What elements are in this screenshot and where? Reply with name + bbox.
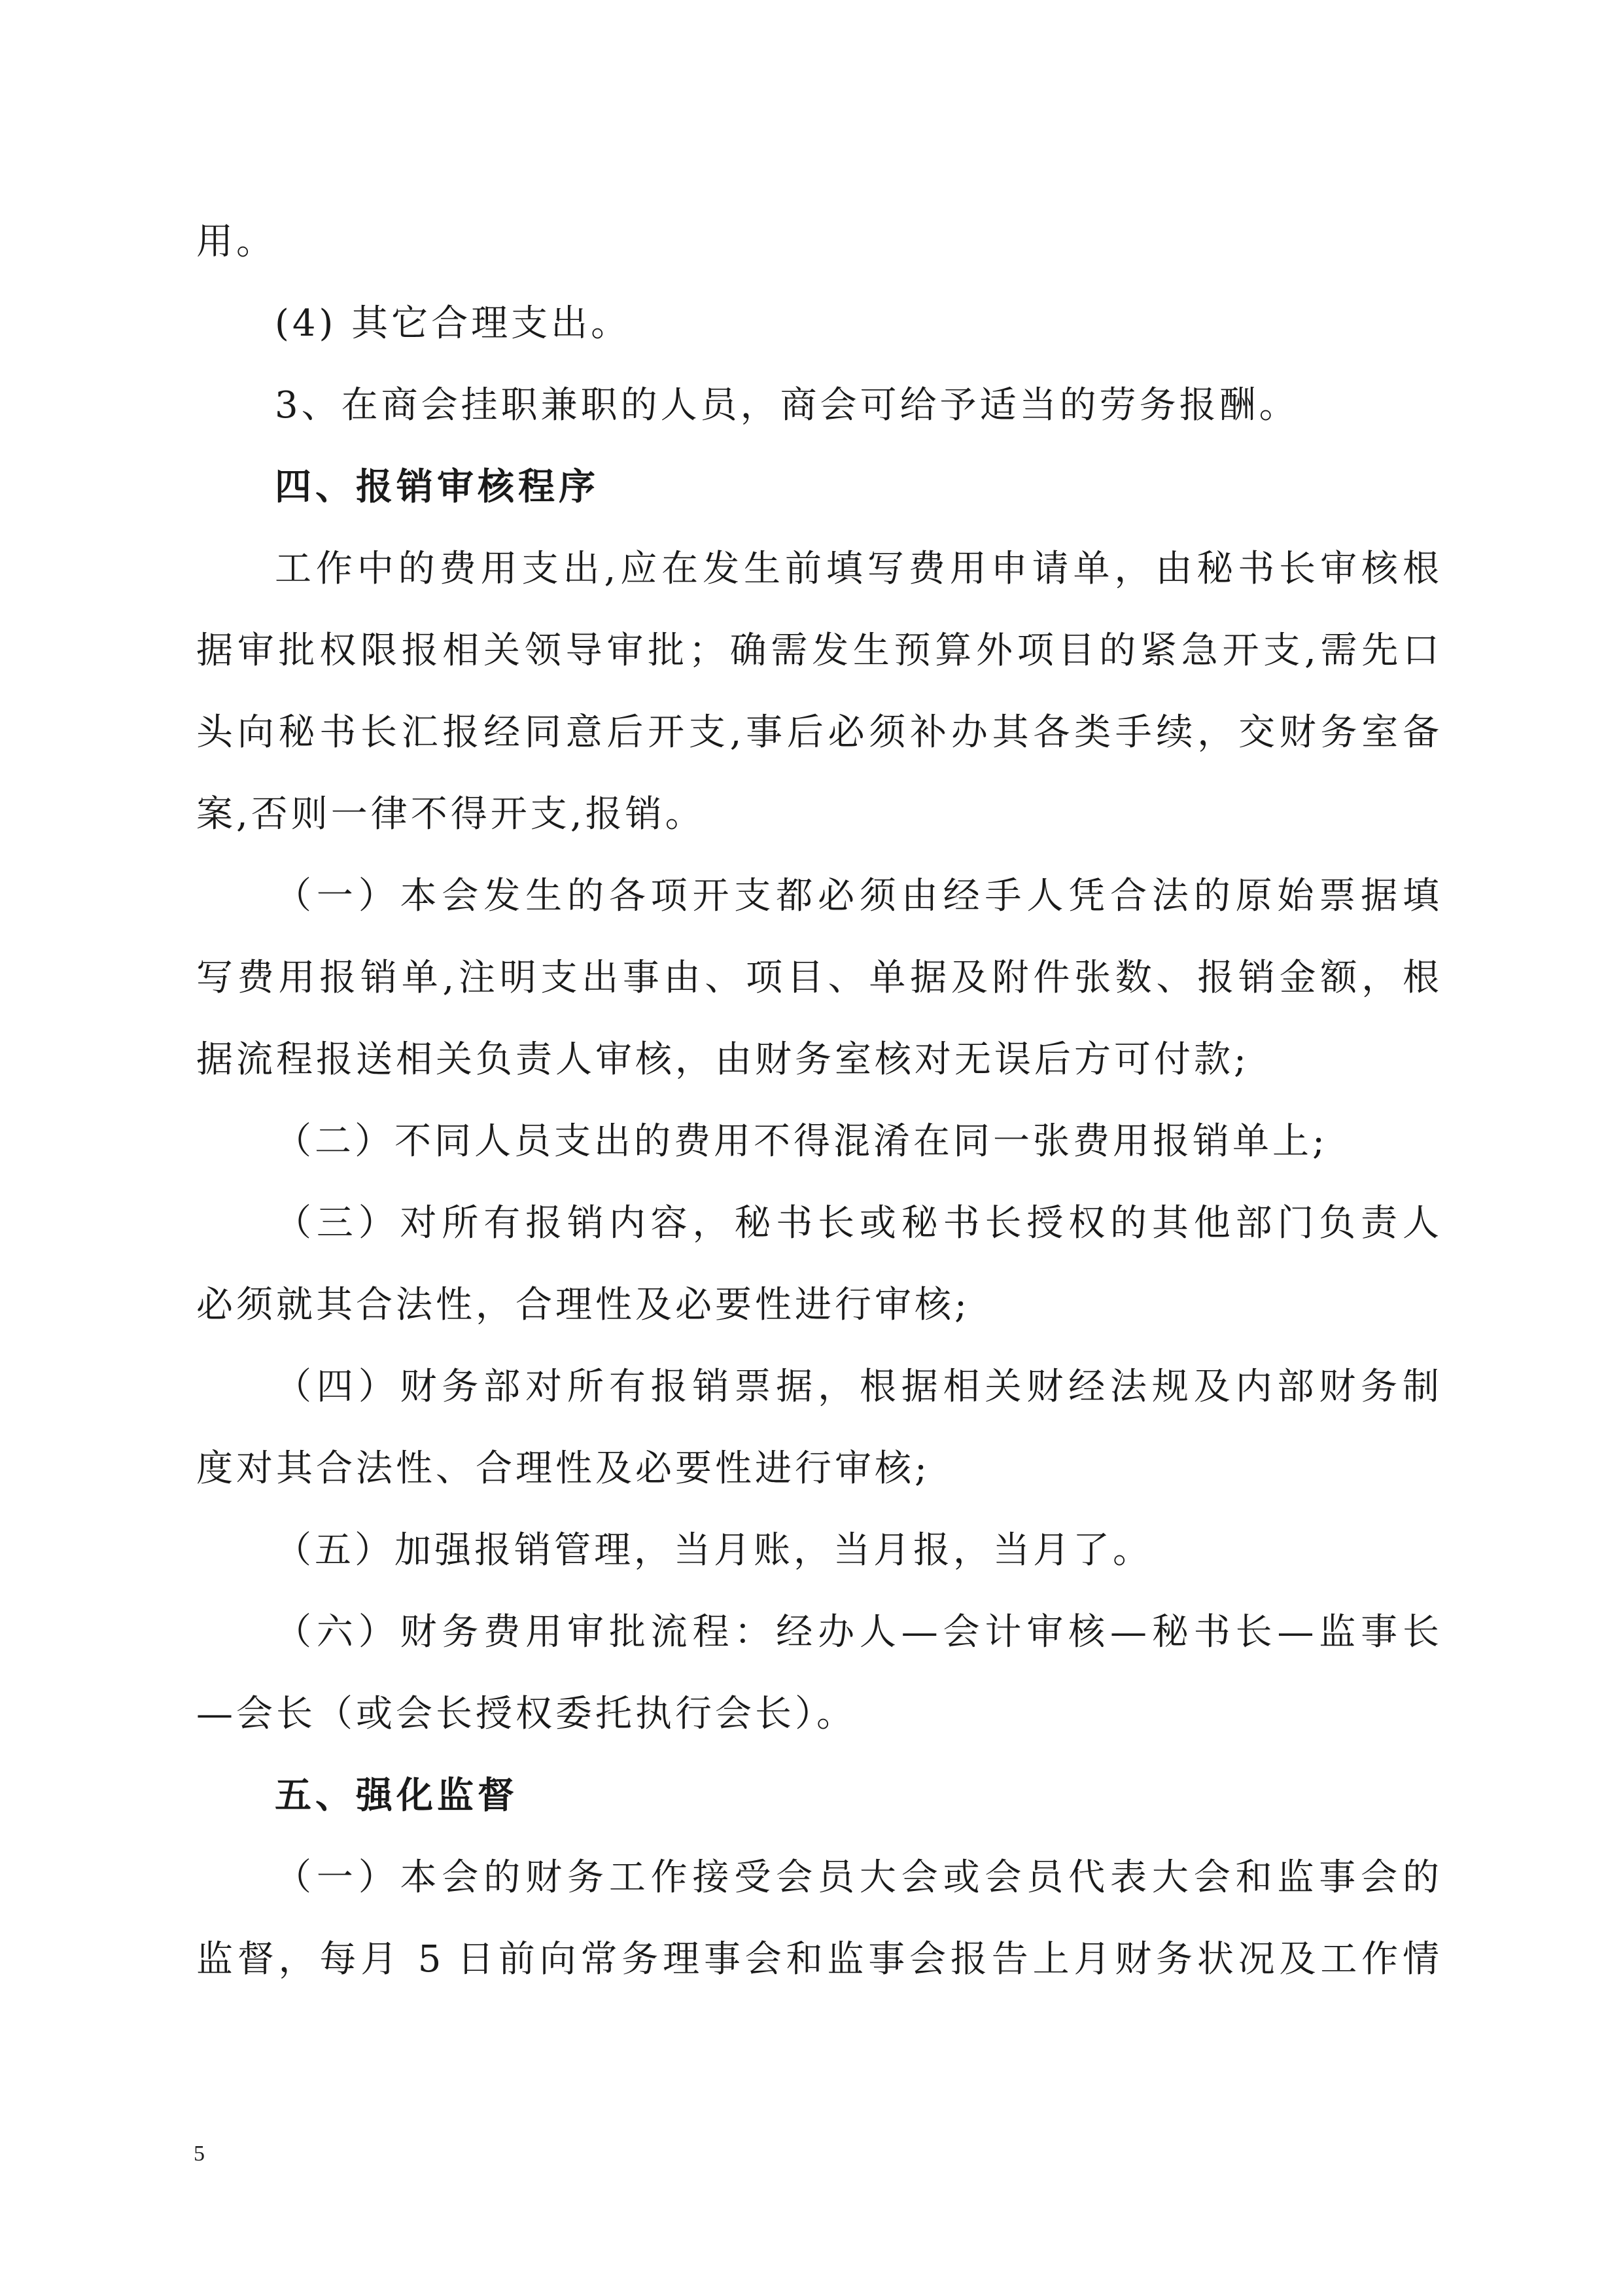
text-line: 度对其合法性、合理性及必要性进行审核;: [196, 1447, 930, 1490]
page-number: 5: [194, 2142, 205, 2166]
text-line: （六）财务费用审批流程：经办人—会计审核—秘书长—监事长: [275, 1611, 1439, 1653]
text-line: —会长（或会长授权委托执行会长）。: [196, 1693, 856, 1735]
section-heading: 五、强化监督: [275, 1775, 518, 1817]
text-line: （三）对所有报销内容，秘书长或秘书长授权的其他部门负责人: [275, 1202, 1439, 1245]
text-line: （一）本会的财务工作接受会员大会或会员代表大会和监事会的: [275, 1856, 1439, 1899]
text-line: 工作中的费用支出,应在发生前填写费用申请单，由秘书长审核根: [275, 548, 1439, 590]
text-line: 监督，每月 5 日前向常务理事会和监事会报告上月财务状况及工作情: [196, 1938, 1439, 1981]
list-item: (4) 其它合理支出。: [275, 302, 631, 345]
text-line: （二）不同人员支出的费用不得混淆在同一张费用报销单上;: [275, 1120, 1328, 1163]
text-line: 用。: [196, 221, 276, 263]
text-line: 据流程报送相关负责人审核，由财务室核对无误后方可付款;: [196, 1038, 1249, 1081]
text-line: （一）本会发生的各项开支都必须由经手人凭合法的原始票据填: [275, 875, 1439, 917]
text-line: （四）财务部对所有报销票据，根据相关财经法规及内部财务制: [275, 1366, 1439, 1408]
text-line: 头向秘书长汇报经同意后开支,事后必须补办其各类手续，交财务室备: [196, 711, 1439, 754]
text-line: （五）加强报销管理，当月账，当月报，当月了。: [275, 1529, 1153, 1572]
list-item: 3、在商会挂职兼职的人员，商会可给予适当的劳务报酬。: [275, 384, 1299, 427]
text-line: 案,否则一律不得开支,报销。: [196, 793, 705, 836]
text-line: 据审批权限报相关领导审批；确需发生预算外项目的紧急开支,需先口: [196, 629, 1439, 672]
text-line: 必须就其合法性，合理性及必要性进行审核;: [196, 1284, 970, 1326]
text-line: 写费用报销单,注明支出事由、项目、单据及附件张数、报销金额，根: [196, 957, 1439, 999]
section-heading: 四、报销审核程序: [275, 466, 599, 508]
